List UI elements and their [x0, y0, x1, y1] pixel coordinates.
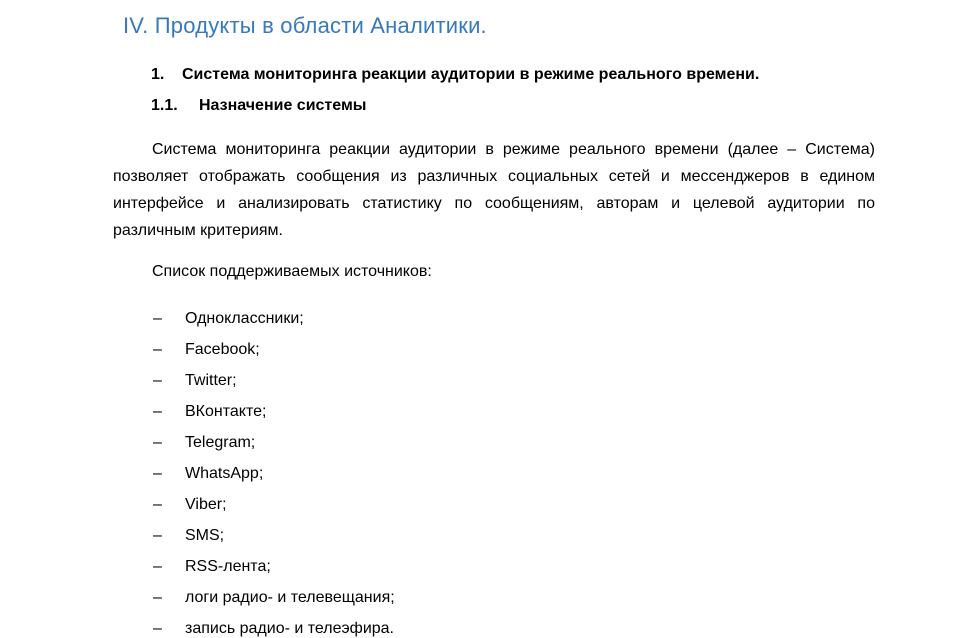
- sources-list: [113, 310, 875, 638]
- subsection-label: Назначение системы: [199, 97, 367, 114]
- list-dash: –: [153, 620, 162, 637]
- source-name: Viber;: [185, 496, 227, 513]
- page-title: IV. Продукты в области Аналитики.: [123, 13, 487, 38]
- list-item: [153, 527, 875, 545]
- source-name: SMS;: [185, 527, 225, 544]
- subsection-heading: [151, 97, 875, 115]
- list-item: [153, 589, 875, 607]
- list-item: [153, 558, 875, 576]
- intro-paragraph: Система мониторинга реакции аудитории в режиме реального времени (далее – Система) позволяет отображать сообщения из различных социальных сетей и мессенджеров в едином интерфейсе и анализировать статистику по сообщениям, авторам и целевой аудитории по различным критериям.: [113, 141, 875, 239]
- list-dash: –: [153, 589, 162, 606]
- list-item: [153, 620, 875, 638]
- source-name: Twitter;: [185, 372, 237, 389]
- list-dash: –: [153, 558, 162, 575]
- section-number: 1.: [151, 66, 165, 83]
- section-heading: [151, 66, 875, 84]
- source-name: ВКонтакте;: [185, 403, 267, 420]
- list-dash: –: [153, 372, 162, 389]
- list-item: [153, 341, 875, 359]
- section-label: Система мониторинга реакции аудитории в режиме реального времени.: [182, 66, 760, 83]
- list-item: [153, 434, 875, 452]
- list-dash: –: [153, 434, 162, 451]
- list-item: [153, 496, 875, 514]
- list-dash: –: [153, 341, 162, 358]
- subsection-number: 1.1.: [151, 97, 178, 114]
- list-item: [153, 403, 875, 421]
- list-dash: –: [153, 310, 162, 327]
- list-dash: –: [153, 496, 162, 513]
- source-name: RSS-лента;: [185, 558, 271, 575]
- list-dash: –: [153, 527, 162, 544]
- list-dash: –: [153, 465, 162, 482]
- list-item: [153, 372, 875, 390]
- source-name: WhatsApp;: [185, 465, 264, 482]
- list-intro: Список поддерживаемых источников:: [152, 263, 432, 280]
- source-name: логи радио- и телевещания;: [185, 589, 395, 606]
- list-item: [153, 465, 875, 483]
- source-name: Telegram;: [185, 434, 256, 451]
- list-item: [153, 310, 875, 328]
- list-dash: –: [153, 403, 162, 420]
- source-name: Facebook;: [185, 341, 260, 358]
- source-name: запись радио- и телеэфира.: [185, 620, 394, 637]
- source-name: Одноклассники;: [185, 310, 304, 327]
